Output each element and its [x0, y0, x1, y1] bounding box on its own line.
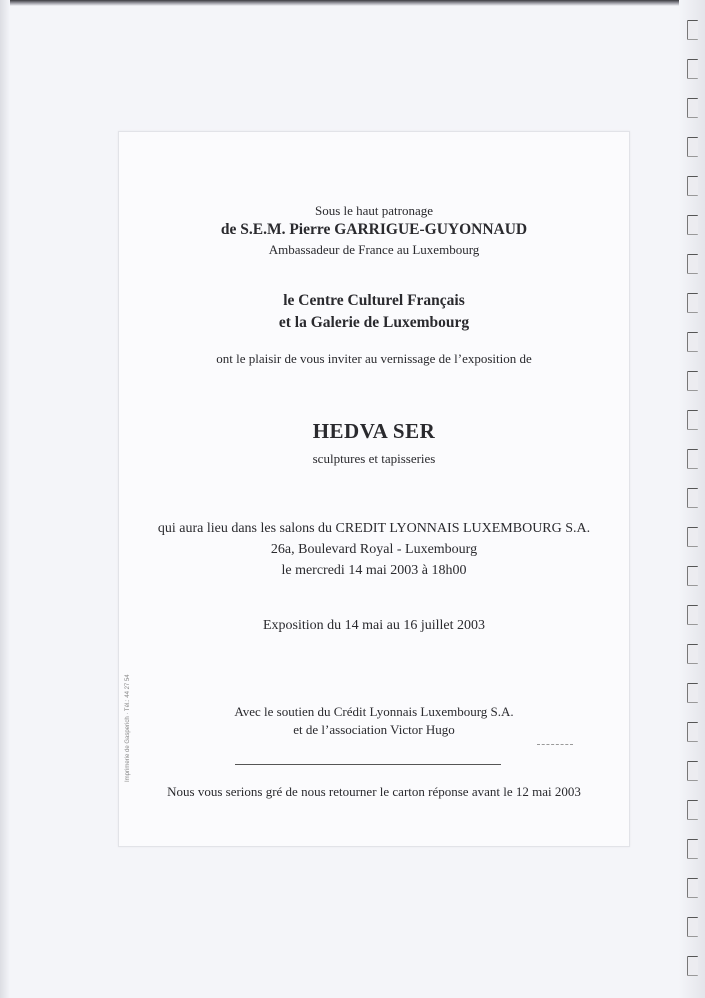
host-line-1: le Centre Culturel Français — [283, 292, 465, 309]
printer-mark: Imprimerie de Gasperich · Tél.: 44 27 54 — [125, 674, 131, 782]
binding-ring — [687, 566, 698, 586]
binding-ring — [687, 371, 698, 391]
artist-subtitle: sculptures et tapisseries — [312, 451, 436, 466]
rsvp-line: Nous vous serions gré de nous retourner le carton réponse avant le 12 mai 2003 — [167, 784, 581, 799]
binding-ring — [687, 917, 698, 937]
faint-dash-mark — [537, 744, 573, 745]
binding-ring — [687, 644, 698, 664]
binding-ring — [687, 332, 698, 352]
binding-ring — [687, 137, 698, 157]
binding-ring — [687, 488, 698, 508]
binding-ring — [687, 293, 698, 313]
binding-ring — [687, 449, 698, 469]
page-left-shadow — [0, 0, 10, 998]
scan-top-edge — [0, 0, 705, 6]
binding-ring — [687, 878, 698, 898]
binding-ring — [687, 98, 698, 118]
divider-line — [235, 764, 501, 765]
binding-ring — [687, 722, 698, 742]
event-date-line: le mercredi 14 mai 2003 à 18h00 — [281, 563, 467, 578]
binding-ring — [687, 59, 698, 79]
binding-ring — [687, 761, 698, 781]
binding-ring — [687, 215, 698, 235]
binding-ring — [687, 20, 698, 40]
invitation-text: ont le plaisir de vous inviter au vernissage de l’exposition de — [216, 351, 532, 366]
binding-ring — [687, 254, 698, 274]
host-line-2: et la Galerie de Luxembourg — [278, 314, 470, 331]
binding-ring — [687, 956, 698, 976]
binding-ring — [687, 605, 698, 625]
invitation-card — [118, 131, 630, 847]
binding-ring — [687, 176, 698, 196]
support-line-1: Avec le soutien du Crédit Lyonnais Luxembourg S.A. — [234, 704, 514, 719]
exhibition-dates: Exposition du 14 mai au 16 juillet 2003 — [262, 618, 486, 633]
support-line-2: et de l’association Victor Hugo — [293, 722, 455, 737]
patronage-intro: Sous le haut patronage — [314, 203, 434, 218]
binding-ring — [687, 683, 698, 703]
patron-name: de S.E.M. Pierre GARRIGUE-GUYONNAUD — [220, 221, 528, 238]
binding-ring — [687, 527, 698, 547]
artist-name: HEDVA SER — [312, 419, 436, 443]
binding-ring — [687, 839, 698, 859]
binding-ring — [687, 800, 698, 820]
address-line: 26a, Boulevard Royal - Luxembourg — [270, 542, 478, 557]
binding-ring — [687, 410, 698, 430]
venue-line: qui aura lieu dans les salons du CREDIT LYONNAIS LUXEMBOURG S.A. — [157, 521, 591, 536]
patron-title: Ambassadeur de France au Luxembourg — [268, 242, 480, 257]
spiral-binding — [687, 20, 699, 998]
